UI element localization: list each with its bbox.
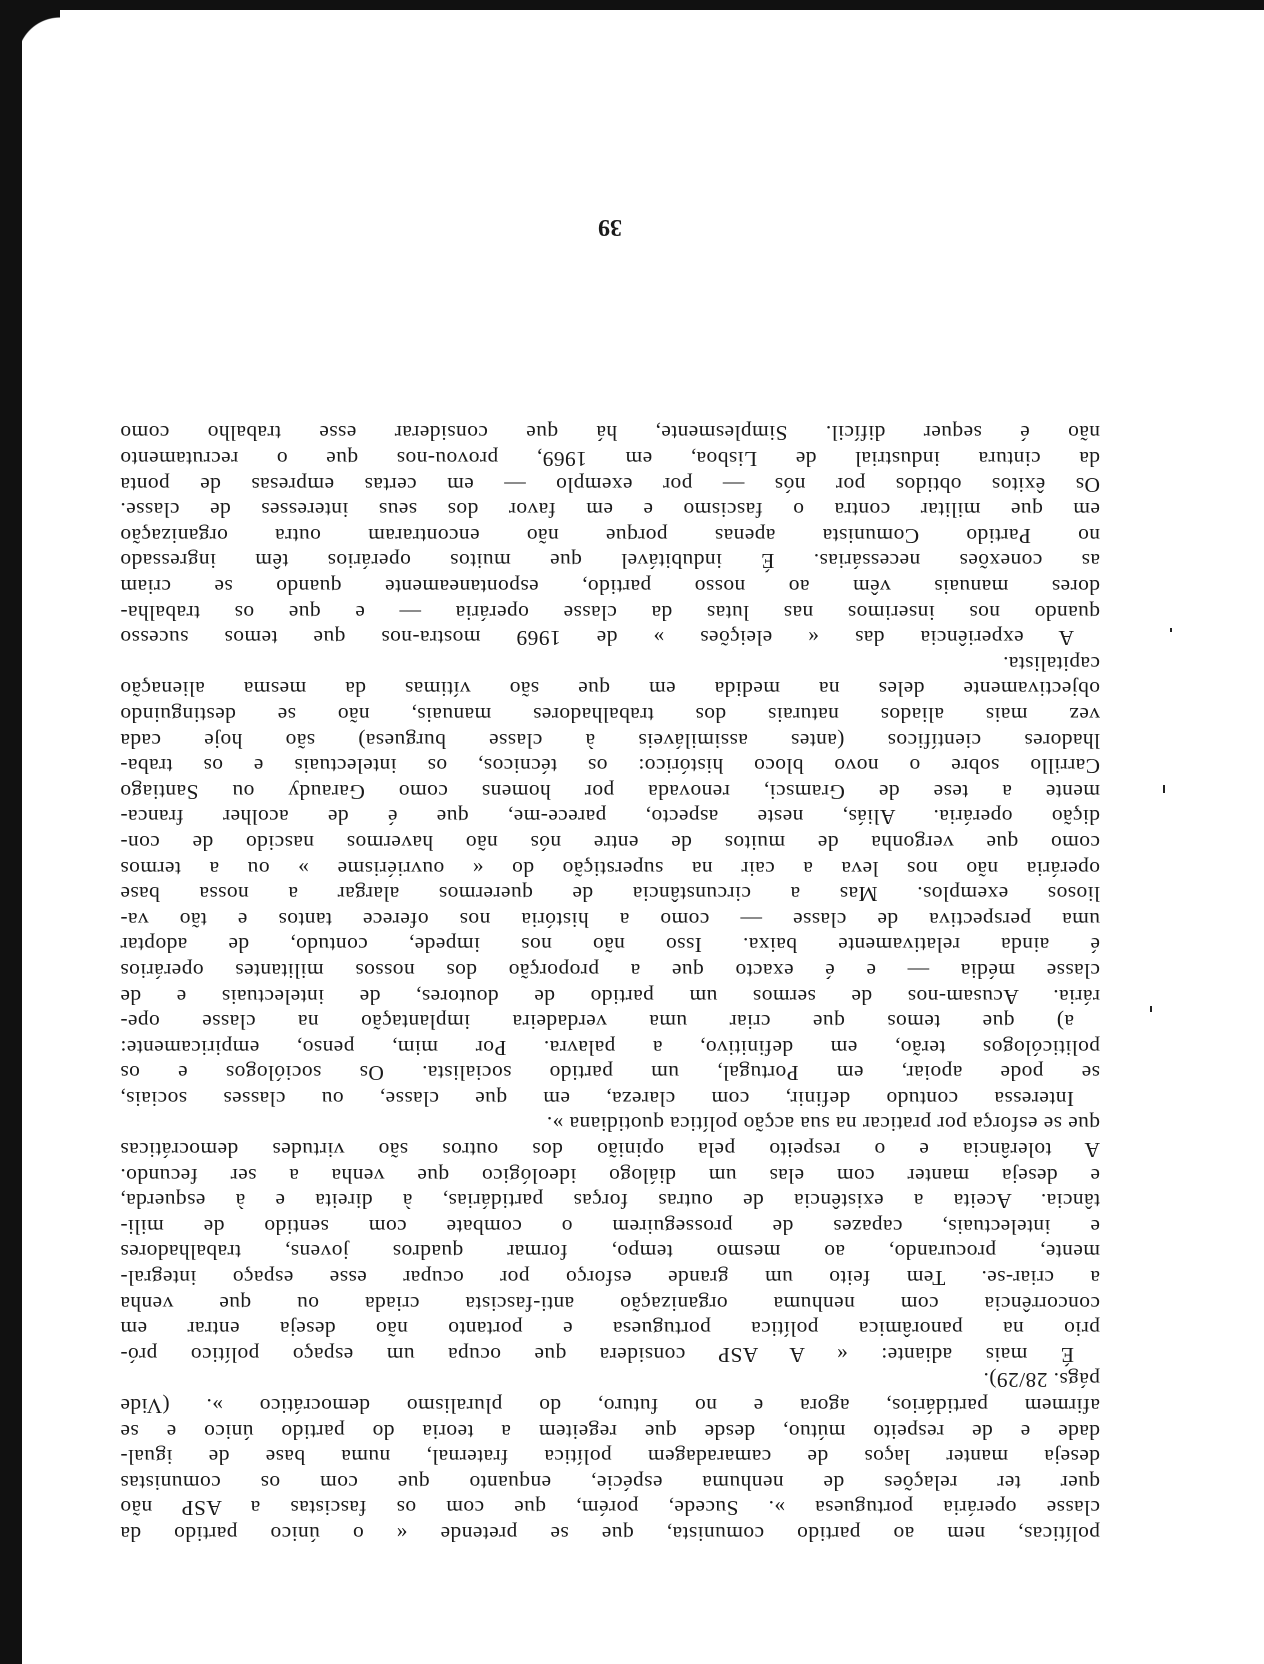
text-line: e intelectuais, capazes de prosseguirem o combate com sentido de mili- [120, 1214, 1100, 1239]
text-line: da cintura industrial de Lisboa, em 1969, provou-nos que o recrutamento [120, 447, 1100, 472]
text-line: politicólogos terão, em definitivo, a palavra. Por mim, penso, empiricamente: [120, 1035, 1100, 1060]
text-line: dores manuais vêm ao nosso partido, espontaneamente quando se criam [120, 575, 1100, 600]
text-line: concorrência com nenhuma organização anti-fascista criada ou que venha [120, 1291, 1100, 1316]
text-line: capitalista. [1002, 651, 1100, 676]
text-line: Os êxitos obtidos por nós — por exemplo — em certas empresas de ponta [120, 472, 1100, 497]
scan-border-left [0, 0, 22, 1664]
text-line: deseja manter laços de camaradagem política fraternal, numa base de igual- [120, 1445, 1100, 1470]
text-line: se pode apoiar, em Portugal, um partido socialista. Os sociólogos e os [120, 1061, 1100, 1086]
text-line: a) que temos que criar uma verdadeira implantação na classe ope- [120, 1010, 1074, 1035]
text-line: Interessa contudo definir, com clareza, em que classe, ou classes sociais, [120, 1086, 1074, 1111]
scan-speck [1170, 628, 1172, 632]
page-number: 39 [598, 214, 622, 240]
text-line: políticas, nem ao partido comunista, que se pretende « o único partido da [120, 1522, 1100, 1546]
text-line: como que vergonha de muitos de entre nós não havermos nascido de con- [120, 830, 1100, 855]
text-line: em que militar contra o fascismo e em favor dos seus interesses de classe. [120, 498, 1100, 523]
text-line: classe média — e é exacto que a proporção dos nossos militantes operários [120, 958, 1100, 983]
text-line: É mais adiante: « A ASP considera que ocupa um espaço político pró- [120, 1342, 1074, 1367]
text-line: a criar-se. Tem feito um grande esforço por ocupar esse espaço integral- [120, 1266, 1100, 1291]
text-line: quando nos inserimos nas lutas da classe operária — e que os trabalha- [120, 600, 1100, 625]
text-line: págs. 28/29). [983, 1368, 1100, 1393]
text-line: A tolerância e o respeito pela opinião dos outros são virtudes democráticas [120, 1138, 1100, 1163]
scan-speck [1163, 785, 1165, 793]
text-line: dição operária. Aliás, neste aspecto, parece-me, que é de acolher franca- [120, 805, 1100, 830]
text-line: as conexões necessárias. É indubitável que muitos operários têm ingressado [120, 549, 1100, 574]
text-line: classe operária portuguesa ». Sucede, porém, que com os fascistas a ASP não [120, 1496, 1100, 1521]
text-line: liosos exemplos. Mas a circunstância de querermos alargar a nossa base [120, 882, 1100, 907]
text-line: Carrillo sobre o novo bloco histórico: os técnicos, os intelectuais e os traba- [120, 754, 1100, 779]
text-line: quer ter relações de nenhuma espécie, enquanto que com os comunistas [120, 1470, 1100, 1495]
text-line: A experiência das « eleições » de 1969 mostra-nos que temos sucesso [120, 626, 1074, 651]
text-line: que se esforça por praticar na sua acção política quotidiana ». [546, 1112, 1100, 1137]
text-line: rária. Acusam-nos de sermos um partido de doutores, de intelectuais e de [120, 984, 1100, 1009]
text-line: é ainda relativamente baixa. Isso não nos impede, contudo, de adoptar [120, 933, 1100, 958]
scan-speck [1150, 1006, 1152, 1012]
text-line: dade e de respeito mútuo, desde que regeitem a teoria do partido único e se [120, 1419, 1100, 1444]
text-line: mente, procurando, ao mesmo tempo, formar quadros jovens, trabalhadores [120, 1240, 1100, 1265]
text-line: tância. Aceita a existência de outras forças partidárias, à direita e à esquerda, [120, 1189, 1100, 1214]
text-line: vez mais aliados naturais dos trabalhadores manuais, não se destinguindo [120, 703, 1100, 727]
scan-border-top [0, 0, 1264, 10]
body-text [120, 420, 1100, 1546]
text-line: mente a tese de Gramsci, renovada por homens como Garaudy ou Santiago [120, 779, 1100, 804]
text-line: uma perspectiva de classe — como a história nos oferece tantos e tão va- [120, 907, 1100, 932]
book-page [120, 150, 1100, 1590]
text-line: operária não nos leva a cair na superstição do « ouvriérisme » ou a termos [120, 856, 1100, 881]
text-line: lhadores científicos (antes assimiláveis à classe burguesa) são hoje cada [120, 728, 1100, 753]
text-line: e deseja manter com elas um diálogo ideológico que venha a ser fecundo. [120, 1163, 1100, 1188]
text-line: objectivamente deles na medida em que são vítimas da mesma alienação [120, 677, 1100, 702]
text-line: prio na panorâmica política portuguesa e portanto não deseja entrar em [120, 1317, 1100, 1342]
text-line: afirmem partidários, agora e no futuro, do pluralismo democrático ». (Vide [120, 1394, 1100, 1419]
text-line: não é sequer difícil. Simplesmente, há que considerar esse trabalho como [120, 421, 1100, 446]
text-line: no Partido Comunista apenas porque não encontraram outra organização [120, 523, 1100, 548]
